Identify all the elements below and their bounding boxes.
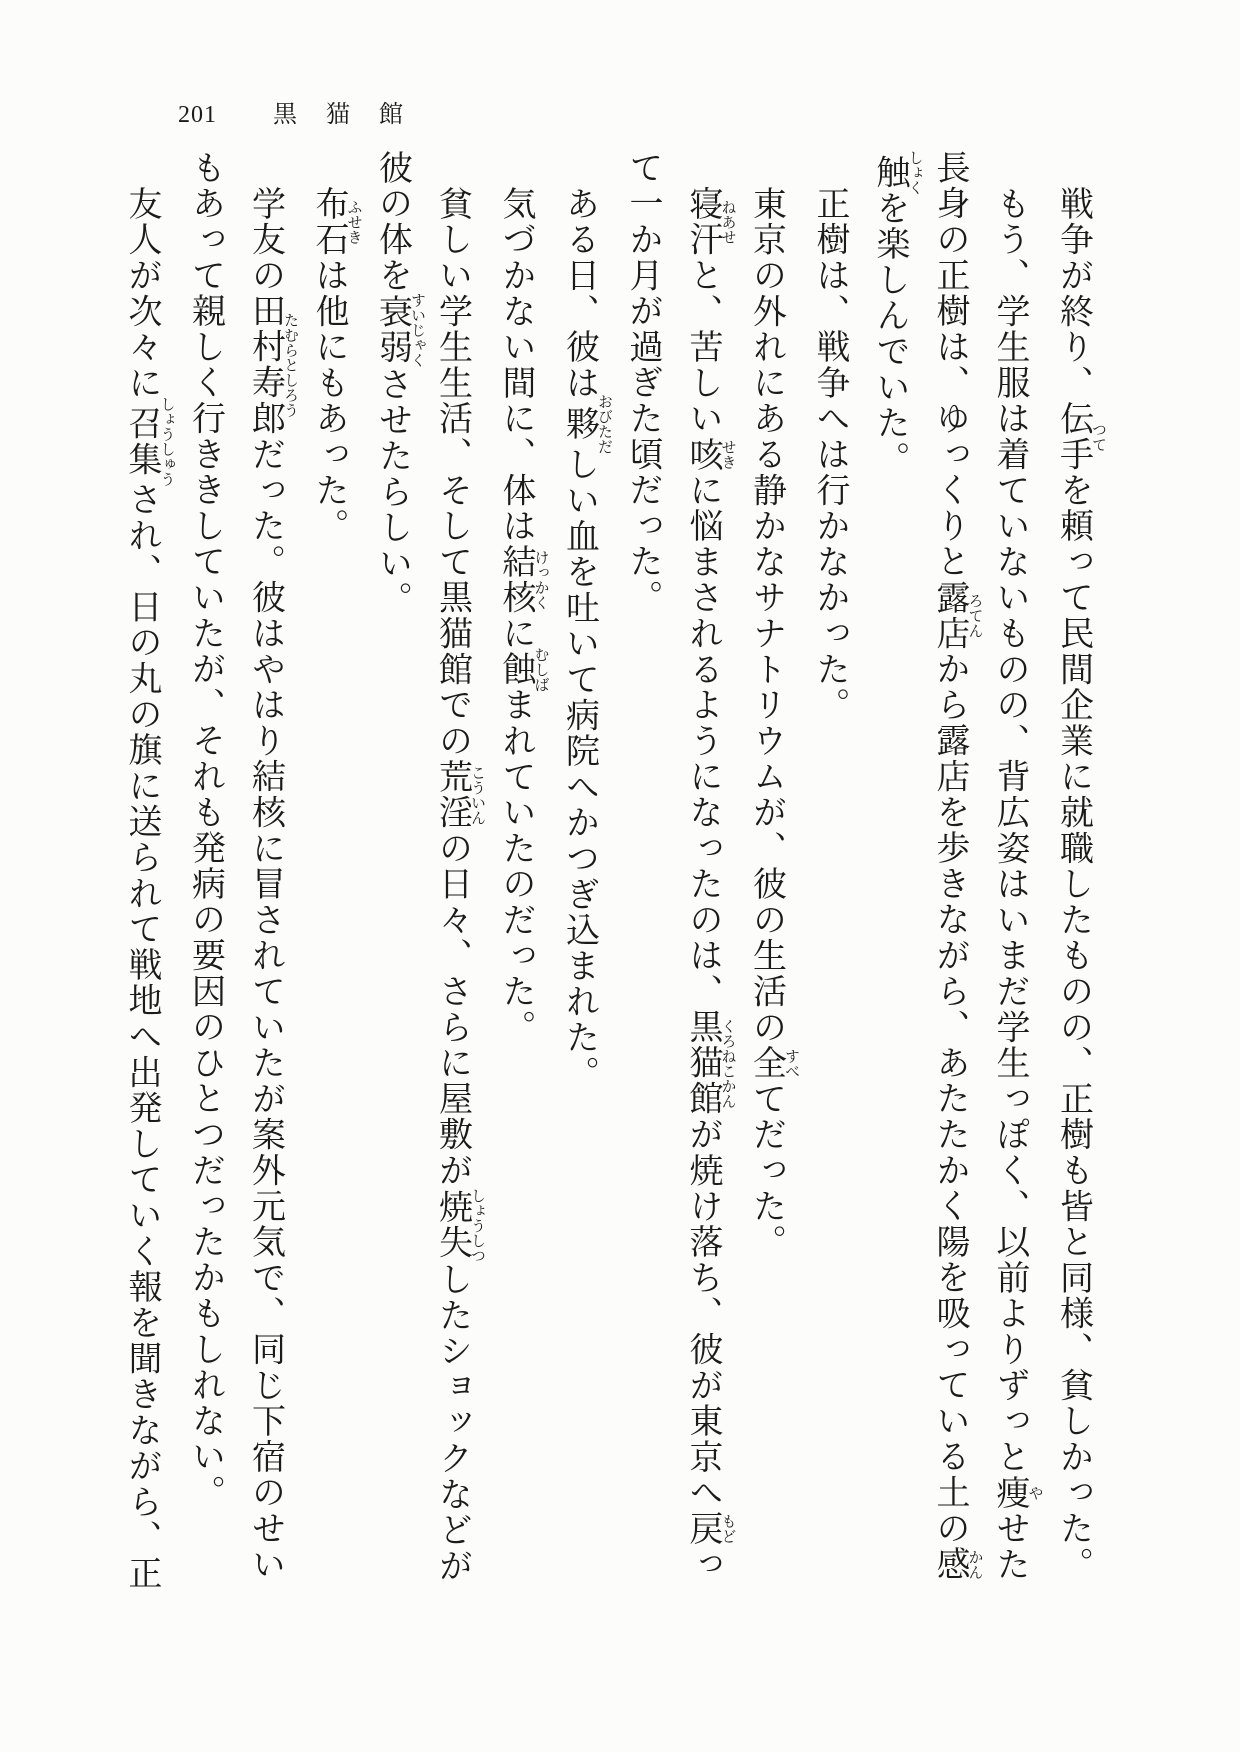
body-text	[111, 150, 1106, 1598]
ruby-term: 衰弱すいじゃく	[373, 292, 425, 368]
text-run: に	[497, 615, 534, 652]
ruby-term: 荒淫こういん	[433, 758, 485, 831]
paragraph	[485, 150, 549, 1598]
text-run: を楽しんでいた。	[871, 190, 908, 477]
paragraph	[736, 150, 800, 1598]
text-run: され、日の丸の旗に送られて戦地へ出発していく報を聞きながら、正	[123, 481, 160, 1592]
ruby-term: 露店ろてん	[931, 579, 983, 652]
ruby-term: 召集しょうしゅう	[123, 396, 175, 487]
book-title: 黒猫館	[273, 102, 432, 128]
ruby-term: 感かん	[931, 1546, 983, 1583]
ruby-term: 寝汗ねあせ	[684, 186, 736, 258]
text-run: が焼け落ち、彼が東京へ	[684, 1116, 721, 1511]
ruby-term: 触しょく	[871, 150, 923, 195]
text-run: を頼って民間企業に就職したものの、正樹も皆と同様、貧しかった。	[1054, 472, 1092, 1583]
furigana: けっかく	[532, 544, 549, 616]
furigana: せき	[719, 436, 736, 473]
ruby-term: 結核けっかく	[497, 544, 549, 616]
text-run: まれていたのだった。	[497, 687, 534, 1046]
furigana: たむらとしろう	[282, 293, 298, 437]
paragraph	[111, 150, 175, 1598]
paragraph	[799, 150, 859, 1598]
text-run: ある日、彼は	[560, 186, 598, 401]
paragraph	[612, 150, 736, 1598]
paragraph	[175, 150, 299, 1598]
text-run: 友人が次々に	[123, 186, 160, 401]
paragraph	[859, 150, 1043, 1598]
furigana: ろてん	[966, 579, 983, 652]
ruby-term: 伝手つて	[1054, 400, 1106, 473]
furigana: すべ	[783, 1045, 799, 1082]
ruby-term: 夥おびただ	[560, 393, 612, 454]
text-run: てだった。	[747, 1081, 785, 1261]
furigana: もど	[719, 1510, 736, 1547]
text-run: 戦争が終り、	[1054, 186, 1092, 401]
text-run: 気づかない間に、体は	[497, 186, 534, 544]
text-run: したショックなどが彼の体を	[373, 150, 471, 1584]
ruby-term: 戻もど	[684, 1510, 736, 1547]
text-run: 正樹は、戦争へは行かなかった。	[811, 186, 848, 723]
paragraph	[362, 150, 486, 1598]
text-run: だった。彼はやはり結核に冒されていたが案外元気で、同じ下宿のせいもあって親しく行ききしていたが、それも発病の要因のひとつだったかもしれない。	[186, 150, 284, 1583]
ruby-term: 蝕むしば	[497, 646, 549, 692]
ruby-term: 咳せき	[684, 436, 736, 473]
page-header	[178, 94, 432, 129]
text-run: せた長身の正樹は、ゆっくりと	[931, 150, 1028, 1583]
page-number: 201	[178, 102, 217, 128]
ruby-term: 焼失しょうしつ	[433, 1187, 485, 1263]
furigana: こういん	[469, 758, 485, 831]
text-run: は他にもあった。	[310, 257, 347, 545]
ruby-term: 田村寿郎たむらとしろう	[246, 293, 298, 437]
paragraph	[298, 150, 362, 1598]
furigana: しょく	[906, 150, 923, 195]
text-run: 貧しい学生生活、そして黒猫館での	[433, 186, 471, 759]
text-run: と、苦しい	[684, 257, 721, 437]
paragraph	[1043, 150, 1107, 1598]
text-run: 東京の外れにある静かなサナトリウムが、彼の生活の	[747, 186, 785, 1046]
furigana: ふせき	[345, 186, 362, 258]
furigana: かん	[966, 1546, 983, 1583]
furigana: しょうしゅう	[158, 396, 175, 487]
furigana: すいじゃく	[409, 292, 425, 368]
furigana: つて	[1090, 400, 1106, 473]
furigana: くろねこかん	[719, 1009, 736, 1117]
furigana: しょうしつ	[469, 1187, 485, 1263]
text-run: から露店を歩きながら、あたたかく陽を吸っている土の	[931, 651, 968, 1547]
text-run: 学友の	[246, 186, 284, 294]
text-run: しい血を吐いて病院へかつぎ込まれた。	[560, 446, 598, 1092]
furigana: や	[1026, 1474, 1043, 1511]
paragraph	[549, 150, 613, 1598]
furigana: ねあせ	[719, 186, 736, 258]
ruby-term: 黒猫館くろねこかん	[684, 1009, 736, 1117]
text-run: の日々、さらに屋敷が	[433, 830, 471, 1189]
ruby-term: 全すべ	[747, 1045, 799, 1082]
text-run: もう、学生服は着ていないものの、背広姿はいまだ学生っぽく、以前よりずっと	[991, 186, 1028, 1475]
text-run: って一か月が過ぎた頃だった。	[624, 150, 721, 1583]
ruby-term: 痩や	[991, 1474, 1043, 1511]
ruby-term: 布石ふせき	[310, 186, 362, 258]
furigana: おびただ	[596, 393, 612, 454]
text-run: に悩まされるようになったのは、	[684, 472, 721, 1010]
furigana: むしば	[532, 646, 549, 692]
text-run: させたらしい。	[373, 366, 411, 618]
